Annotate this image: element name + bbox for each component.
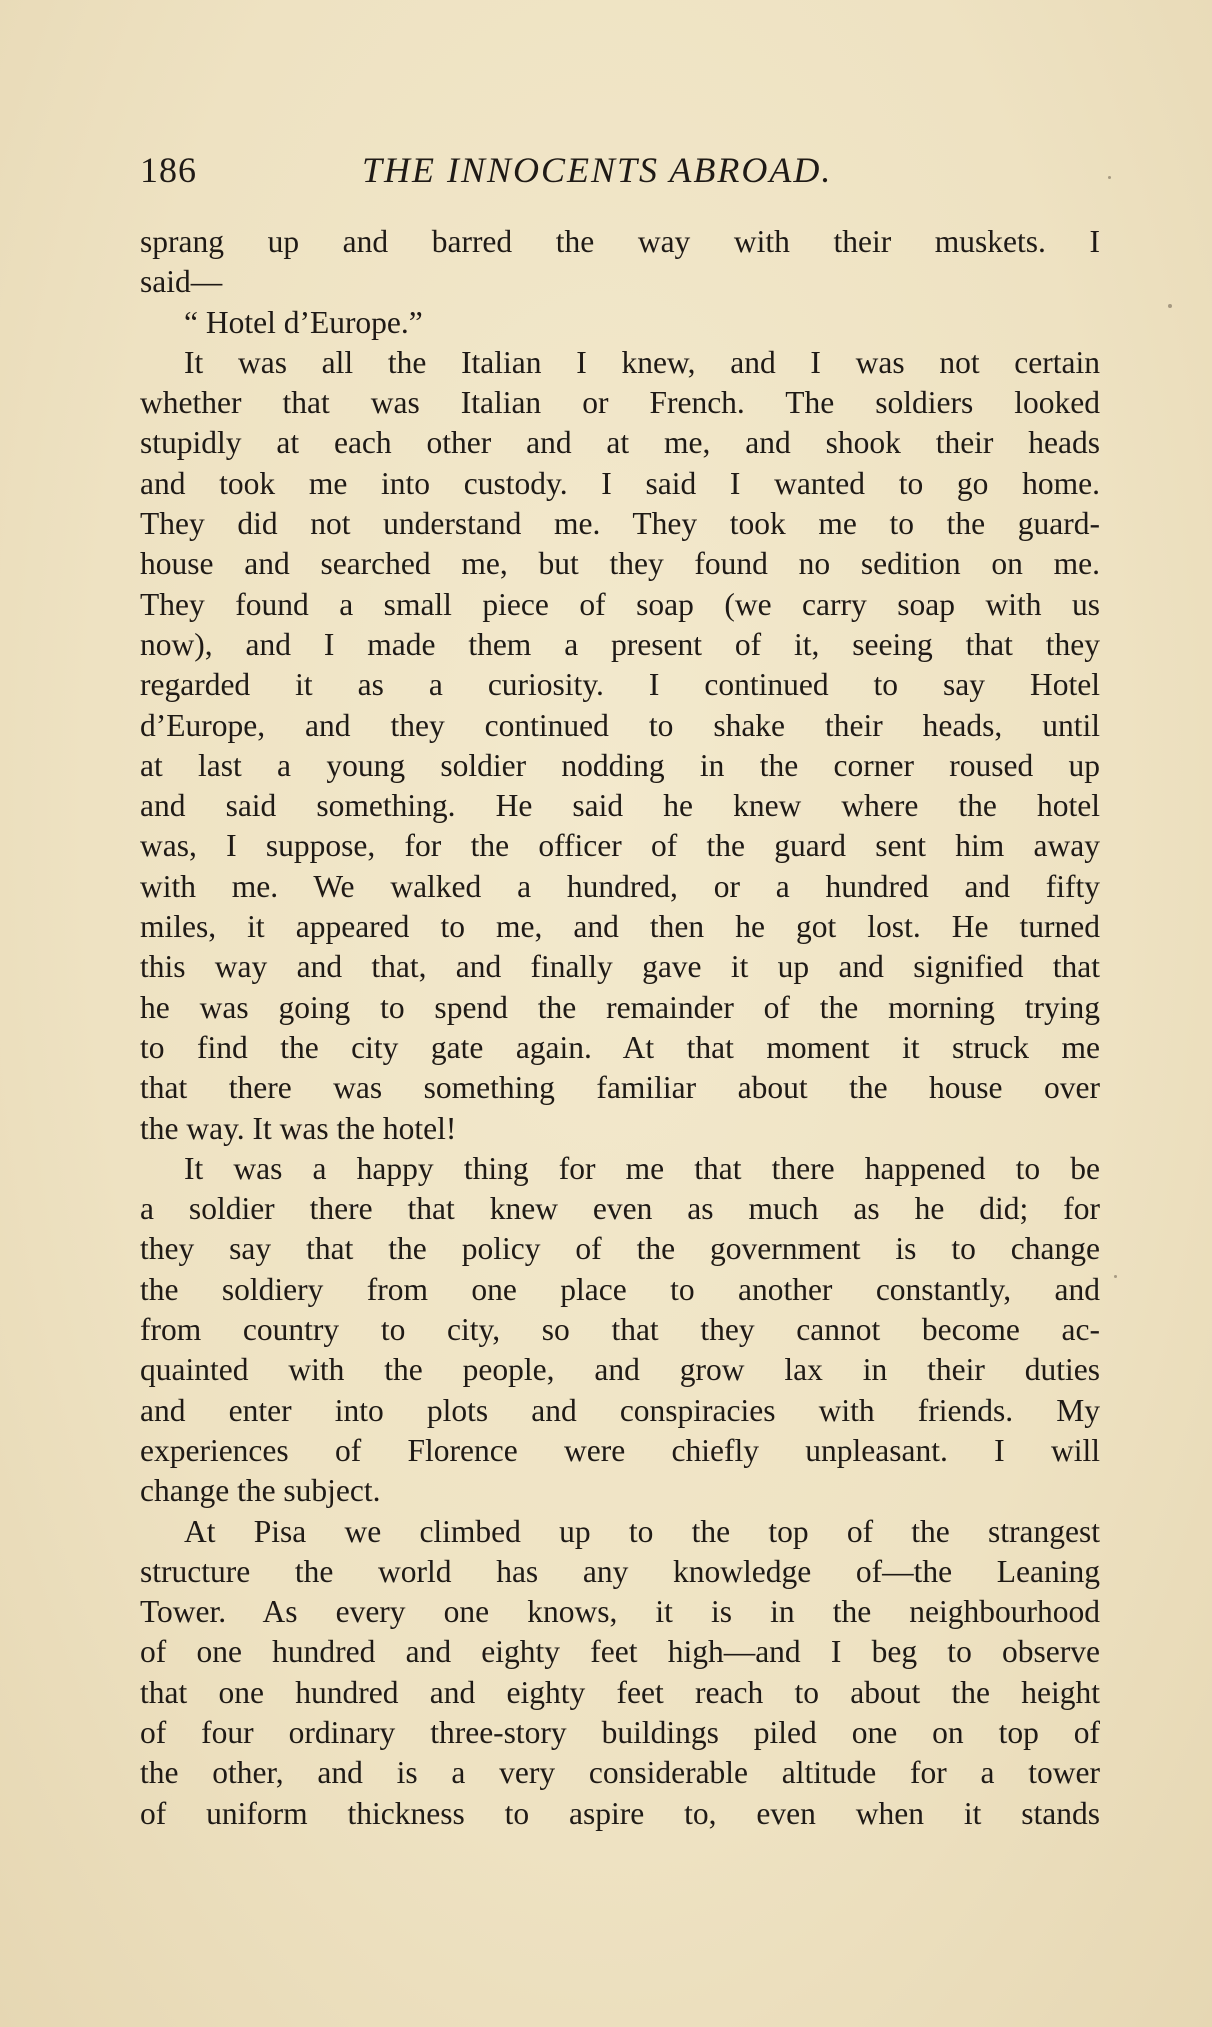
text-line: of uniform thickness to aspire to, even when it stands <box>140 1795 1100 1831</box>
text-line: said— <box>140 264 223 300</box>
text-line: whether that was Italian or French. The soldiers looked <box>140 385 1100 421</box>
text-line: They found a small piece of soap (we carry soap with us <box>140 586 1100 622</box>
text-line: a soldier there that knew even as much as he did; for <box>140 1191 1100 1227</box>
text-line: and took me into custody. I said I wanted to go home. <box>140 465 1100 501</box>
text-line: the way. It was the hotel! <box>140 1110 457 1146</box>
paper-speck <box>1168 304 1172 308</box>
paper-speck <box>1114 1275 1117 1278</box>
text-line: Tower. As every one knows, it is in the neighbourhood <box>140 1594 1100 1630</box>
text-line: sprang up and barred the way with their muskets. I <box>140 224 1100 259</box>
text-line: to find the city gate again. At that moment it struck me <box>140 1029 1100 1065</box>
text-line: It was all the Italian I knew, and I was not certain <box>184 344 1100 380</box>
text-line: of one hundred and eighty feet high—and I beg to observe <box>140 1634 1100 1670</box>
text-line: regarded it as a curiosity. I continued to say Hotel <box>140 667 1100 703</box>
text-line: They did not understand me. They took me to the guard- <box>140 506 1100 542</box>
text-line: at last a young soldier nodding in the corner roused up <box>140 747 1100 783</box>
page-number: 186 <box>140 150 197 190</box>
text-line: he was going to spend the remainder of the morning trying <box>140 989 1100 1025</box>
text-line: miles, it appeared to me, and then he got lost. He turned <box>140 909 1100 945</box>
text-line: the soldiery from one place to another constantly, and <box>140 1271 1100 1307</box>
text-line: the other, and is a very considerable altitude for a tower <box>140 1755 1100 1791</box>
text-line: stupidly at each other and at me, and shook their heads <box>140 425 1100 461</box>
text-line: structure the world has any knowledge of—the Leaning <box>140 1553 1100 1589</box>
text-line: and said something. He said he knew where the hotel <box>140 788 1100 824</box>
text-line: they say that the policy of the government is to change <box>140 1231 1100 1267</box>
text-line: now), and I made them a present of it, seeing that they <box>140 626 1100 662</box>
text-line: quainted with the people, and grow lax in their duties <box>140 1352 1100 1388</box>
text-line: of four ordinary three-story buildings piled one on top of <box>140 1714 1100 1750</box>
text-line: change the subject. <box>140 1473 381 1509</box>
text-line: that there was something familiar about the house over <box>140 1070 1100 1106</box>
text-line: d’Europe, and they continued to shake their heads, until <box>140 707 1100 743</box>
text-line: was, I suppose, for the officer of the guard sent him away <box>140 828 1100 864</box>
paper-speck <box>1108 176 1111 179</box>
text-line: with me. We walked a hundred, or a hundred and fifty <box>140 868 1100 904</box>
text-line: this way and that, and finally gave it up and signified that <box>140 949 1100 985</box>
text-line: It was a happy thing for me that there happened to be <box>184 1150 1100 1186</box>
text-line: from country to city, so that they cannot become ac- <box>140 1312 1100 1348</box>
page-header <box>140 140 1080 200</box>
text-line: and enter into plots and conspiracies with friends. My <box>140 1392 1100 1428</box>
body-text <box>140 222 1100 1834</box>
text-line: At Pisa we climbed up to the top of the strangest <box>184 1513 1100 1549</box>
text-line: experiences of Florence were chiefly unpleasant. I will <box>140 1432 1100 1468</box>
text-line: that one hundred and eighty feet reach to about the height <box>140 1674 1100 1710</box>
running-title: THE INNOCENTS ABROAD. <box>362 150 833 190</box>
text-line: “ Hotel d’Europe.” <box>184 304 423 340</box>
text-line: house and searched me, but they found no sedition on me. <box>140 546 1100 582</box>
